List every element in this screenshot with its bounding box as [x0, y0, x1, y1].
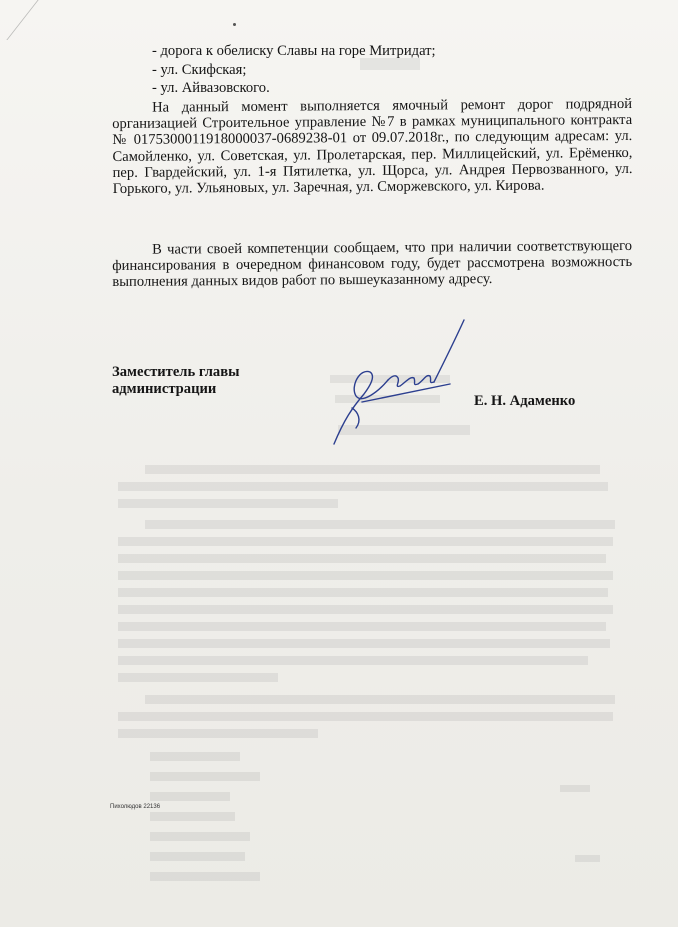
street-list: [112, 43, 632, 99]
paragraph-competence: В части своей компетенции сообщаем, что при наличии соответствующего финансирования в очередном финансовом году, будет рассмотрена возможность выполнения данных видов работ по вышеуказанному адресу.: [112, 237, 633, 291]
footer-document-id: Пихолюдов 22136: [110, 804, 161, 810]
list-item: - ул. Скифская;: [152, 61, 247, 78]
page-fold-mark: [6, 0, 86, 40]
paragraph-repair-works: На данный момент выполняется ямочный ремонт дорог подрядной организацией Строительное управление №7 в рамках муниципального контракта № 0175300011918000037-0689238-01 от 09.07.2018г., по следующим адресам: ул. Самойленко, ул. Советская, ул. Пролетарская, пер. Миллицейский, ул. Ерёменко, пер. Гвардейский, ул. 1-я Пятилетка, ул. Щорса, ул. Андрея Первозванного, ул. Горького, ул. Ульяновых, ул. Заречная, ул. Сморжевского, ул. Кирова.: [112, 95, 633, 198]
handwritten-signature: [322, 316, 472, 466]
list-item: - ул. Айвазовского.: [152, 80, 270, 96]
list-item: - дорога к обелиску Славы на горе Митридат;: [152, 43, 436, 59]
signatory-name: Е. Н. Адаменко: [474, 393, 576, 409]
signatory-title: Заместитель главы администрации: [112, 364, 240, 397]
scan-speck: [233, 23, 236, 26]
